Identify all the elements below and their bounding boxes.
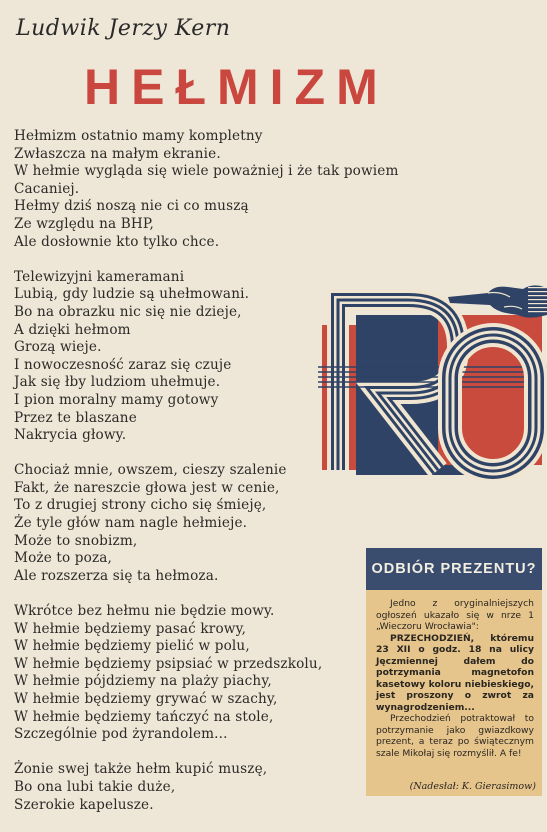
poem-line: Ale rozszerza się ta hełmoza. xyxy=(14,567,219,584)
poem-line: Hełmizm ostatnio mamy kompletny xyxy=(14,128,263,144)
prezent-text xyxy=(366,590,542,759)
poem-line: W hełmie będziemy tańczyć na stole, xyxy=(14,708,274,725)
poem-stanza xyxy=(14,128,484,251)
poem-line: Przez te blaszane xyxy=(14,409,137,426)
prezent-announcement: któremu 23 XII o godz. 18 na ulicy Jęczmiennej dałem do potrzymania magnetofon kasetowy koloru niebieskiego, jest proszony o zwrot za wynagrodzeniem... xyxy=(376,632,534,713)
prezent-paragraph-2 xyxy=(376,633,534,714)
poem-line: Może to snobizm, xyxy=(14,532,138,549)
poem-line: W hełmie będziemy pasać krowy, xyxy=(14,620,247,637)
prezent-box xyxy=(366,590,542,796)
poem-line: W hełmie wygląda się wiele poważniej i że tak powiem xyxy=(14,163,399,180)
poem-line: Że tyle głów nam nagle hełmieje. xyxy=(14,515,248,532)
poem-line: A dzięki hełmom xyxy=(14,321,131,338)
poem-line: W hełmie będziemy psipsiać w przedszkolu, xyxy=(14,655,323,672)
poem-line: I pion moralny mamy gotowy xyxy=(14,391,219,408)
poem-line: Szczególnie pod żyrandolem... xyxy=(14,726,228,743)
poem-line: W hełmie pójdziemy na plaży piachy, xyxy=(14,673,272,690)
poem-line: Ze względu na BHP, xyxy=(14,215,154,232)
poem-line: Ale dosłownie kto tylko chce. xyxy=(14,233,220,250)
poem-line: Lubią, gdy ludzie są uhełmowani. xyxy=(14,286,250,303)
poem-title: HEŁMIZM xyxy=(84,59,389,115)
prezent-paragraph-3: Przechodzień potraktował to potrzymanie jako gwiazdkowy prezent, a teraz po świątecznym szale Mikołaj się rozmyślił. A fe! xyxy=(376,713,534,759)
poem-line: Bo na obrazku nic się nie dzieje, xyxy=(14,303,242,320)
poem-line: To z drugiej strony cicho się śmieję, xyxy=(14,497,267,514)
prezent-keyword: PRZECHODZIEŃ, xyxy=(390,632,475,644)
pointing-hand-icon xyxy=(448,285,547,317)
poem-line: Fakt, że nareszcie głowa jest w cenie, xyxy=(14,479,280,496)
author-name: Ludwik Jerzy Kern xyxy=(16,16,231,41)
poem-line: Telewizyjni kameramani xyxy=(14,268,185,285)
ro-logo-art xyxy=(318,275,547,480)
poem-line: Nakrycia głowy. xyxy=(14,427,127,444)
poem-line: Chociaż mnie, owszem, cieszy szalenie xyxy=(14,462,287,479)
poem-line: Grozą wieje. xyxy=(14,339,102,356)
prezent-header: ODBIÓR PREZENTU? xyxy=(366,548,542,590)
poem-line: Szerokie kapelusze. xyxy=(14,796,154,813)
poem-line: Cacaniej. xyxy=(14,180,80,197)
poem-line: Jak się łby ludziom uhełmuje. xyxy=(14,374,221,391)
poem-line: Może to poza, xyxy=(14,550,113,567)
poem-line: Bo ona lubi takie duże, xyxy=(14,778,176,795)
poem-line: I nowoczesność zaraz się czuje xyxy=(14,356,232,373)
poem-line: W hełmie będziemy pielić w polu, xyxy=(14,638,250,655)
prezent-credit: (Nadesłał: K. Gierasimow) xyxy=(409,781,536,792)
prezent-paragraph-1: Jedno z oryginalniejszych ogłoszeń ukazało się w nrze 1 „Wieczoru Wrocławia": xyxy=(376,598,534,632)
poem-line: Zwłaszcza na małym ekranie. xyxy=(14,145,221,162)
poem-line: Hełmy dziś noszą nie ci co muszą xyxy=(14,198,249,215)
poem-line: W hełmie będziemy grywać w szachy, xyxy=(14,691,278,707)
poem-line: Wkrótce bez hełmu nie będzie mowy. xyxy=(14,603,275,620)
poem-line: Żonie swej także hełm kupić muszę, xyxy=(14,761,268,778)
